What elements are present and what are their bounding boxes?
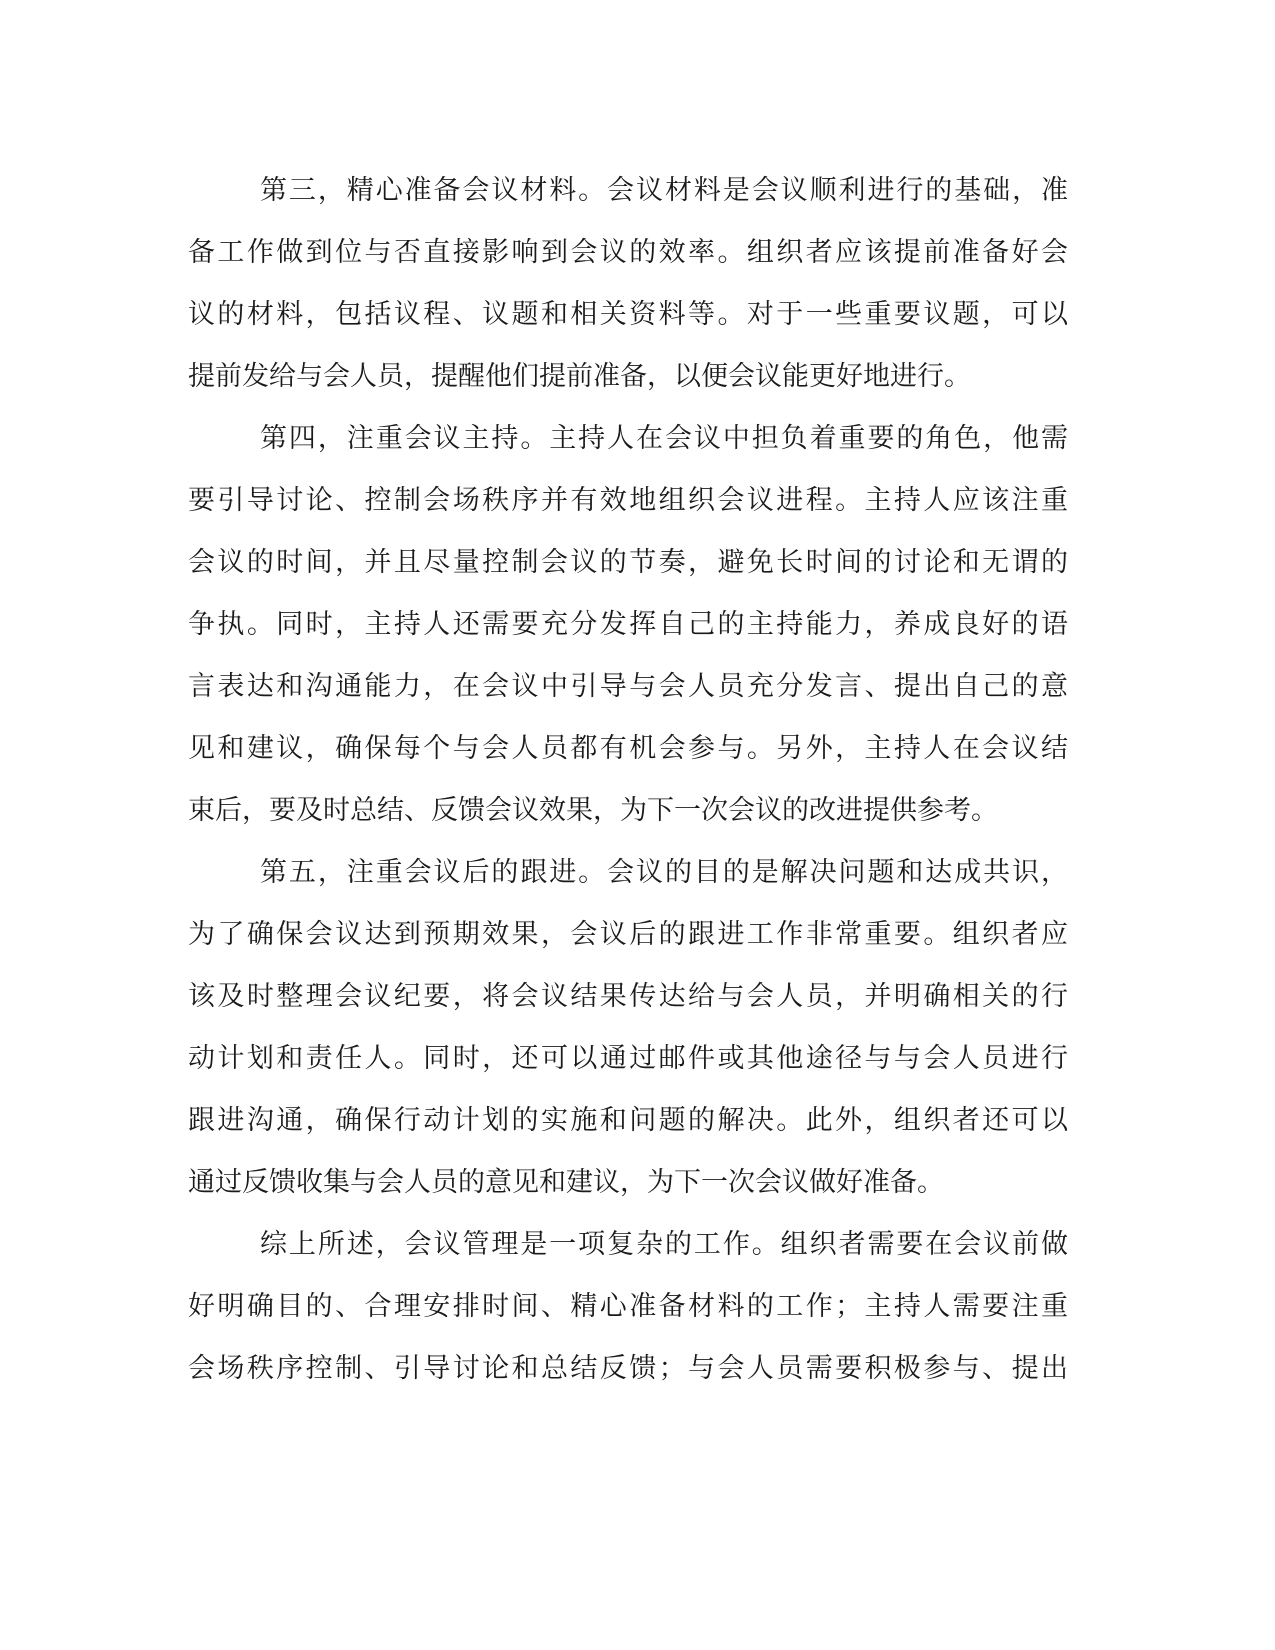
paragraph-5-line-6: 通过反馈收集与会人员的意见和建议，为下一次会议做好准备。 (188, 1167, 944, 1198)
paragraph-4-line-2: 要引导讨论、控制会场秩序并有效地组织会议进程。主持人应该注重 (188, 485, 1068, 516)
paragraph-5-line-3: 该及时整理会议纪要，将会议结果传达给与会人员，并明确相关的行 (188, 981, 1068, 1012)
paragraph-3-line-3: 议的材料，包括议程、议题和相关资料等。对于一些重要议题，可以 (188, 299, 1068, 330)
paragraph-4-line-5: 言表达和沟通能力，在会议中引导与会人员充分发言、提出自己的意 (188, 671, 1068, 702)
paragraph-6-line-3: 会场秩序控制、引导讨论和总结反馈；与会人员需要积极参与、提出 (188, 1353, 1068, 1384)
paragraph-6-line-1: 综上所述，会议管理是一项复杂的工作。组织者需要在会议前做 (260, 1229, 1068, 1260)
paragraph-6-line-2: 好明确目的、合理安排时间、精心准备材料的工作；主持人需要注重 (188, 1291, 1068, 1322)
paragraph-5-line-5: 跟进沟通，确保行动计划的实施和问题的解决。此外，组织者还可以 (188, 1105, 1068, 1136)
paragraph-4-line-7: 束后，要及时总结、反馈会议效果，为下一次会议的改进提供参考。 (188, 795, 998, 826)
paragraph-5-line-4: 动计划和责任人。同时，还可以通过邮件或其他途径与与会人员进行 (188, 1043, 1068, 1074)
paragraph-4-line-4: 争执。同时，主持人还需要充分发挥自己的主持能力，养成良好的语 (188, 609, 1068, 640)
paragraph-4-line-6: 见和建议，确保每个与会人员都有机会参与。另外，主持人在会议结 (188, 733, 1068, 764)
paragraph-3-line-4: 提前发给与会人员，提醒他们提前准备，以便会议能更好地进行。 (188, 361, 971, 392)
paragraph-5-line-1: 第五，注重会议后的跟进。会议的目的是解决问题和达成共识， (260, 857, 1068, 888)
body-text (188, 160, 1068, 1400)
paragraph-3-line-2: 备工作做到位与否直接影响到会议的效率。组织者应该提前准备好会 (188, 237, 1068, 268)
paragraph-4-line-3: 会议的时间，并且尽量控制会议的节奏，避免长时间的讨论和无谓的 (188, 547, 1068, 578)
paragraph-5-line-2: 为了确保会议达到预期效果，会议后的跟进工作非常重要。组织者应 (188, 919, 1068, 950)
paragraph-3-line-1: 第三，精心准备会议材料。会议材料是会议顺利进行的基础，准 (260, 175, 1068, 206)
paragraph-4-line-1: 第四，注重会议主持。主持人在会议中担负着重要的角色，他需 (260, 423, 1068, 454)
